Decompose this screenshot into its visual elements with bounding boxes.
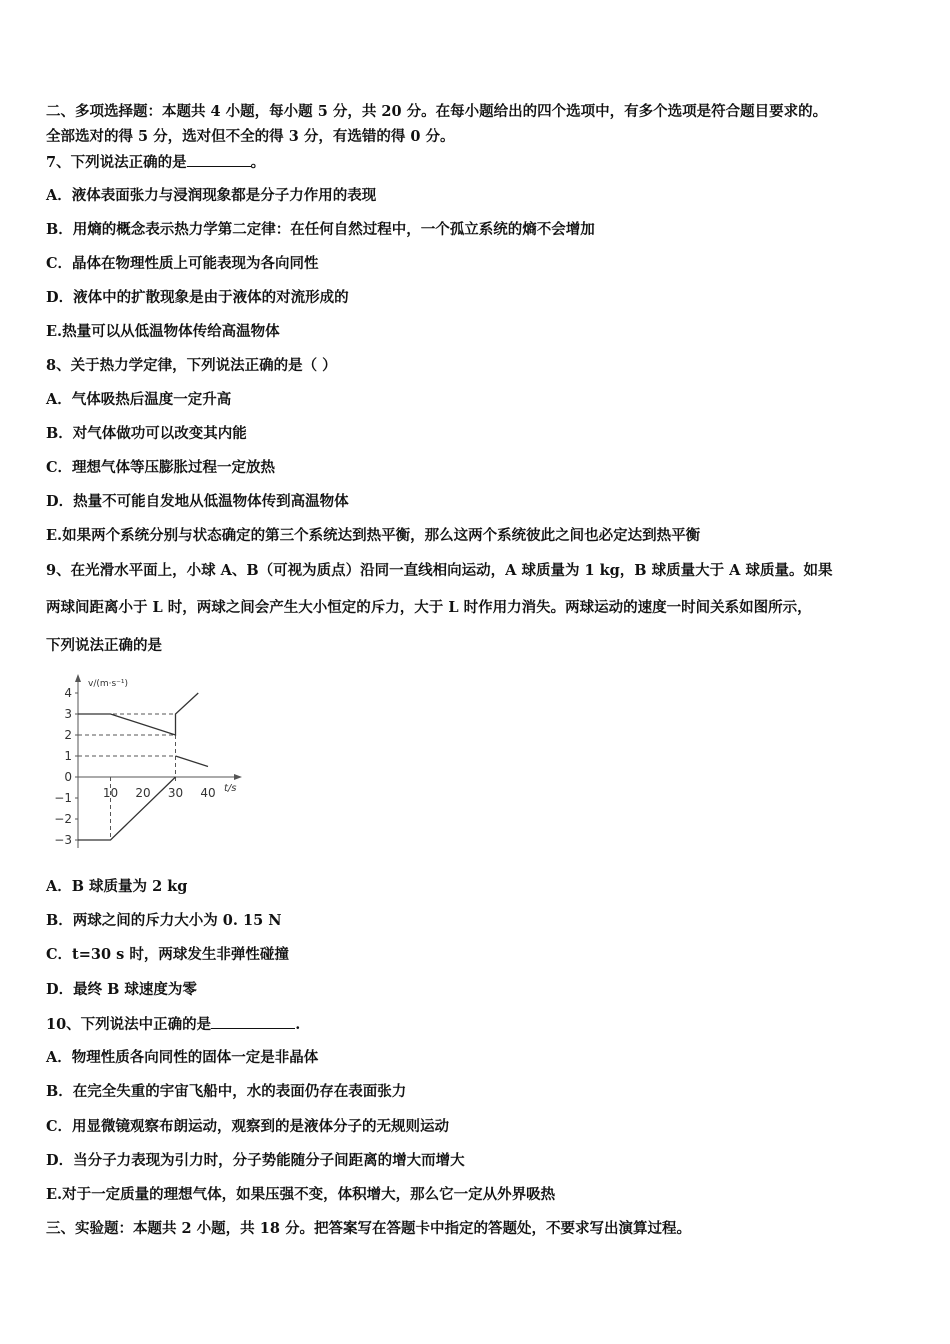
q8-option-b: B．对气体做功可以改变其内能: [46, 425, 247, 442]
velocity-time-graph: [46, 672, 256, 854]
q7-option-b: B．用熵的概念表示热力学第二定律：在任何自然过程中，一个孤立系统的熵不会增加: [46, 221, 595, 238]
q10-option-c: C．用显微镜观察布朗运动，观察到的是液体分子的无规则运动: [46, 1118, 450, 1135]
q8-option-a: A．气体吸热后温度一定升高: [46, 391, 232, 408]
q8-option-c: C．理想气体等压膨胀过程一定放热: [46, 459, 276, 476]
y-tick-label: −1: [54, 791, 72, 805]
q7-stem-text: 7、下列说法正确的是: [46, 154, 187, 171]
q10-stem-text: 10、下列说法中正确的是: [46, 1016, 212, 1033]
y-tick-label: −3: [54, 833, 72, 847]
q10-stem-end: .: [295, 1016, 301, 1033]
q10-option-d: D．当分子力表现为引力时，分子势能随分子间距离的增大而增大: [46, 1152, 465, 1169]
q9-option-c: C．t=30 s 时，两球发生非弹性碰撞: [46, 946, 289, 963]
x-tick-label: 30: [167, 786, 184, 800]
section2-header-line1: 二、多项选择题：本题共 4 小题，每小题 5 分，共 20 分。在每小题给出的四个选项中，有多个选项是符合题目要求的。: [46, 103, 828, 120]
x-axis-arrow: [234, 774, 242, 780]
q7-stem-end: 。: [250, 154, 266, 171]
q7-option-d: D．液体中的扩散现象是由于液体的对流形成的: [46, 289, 349, 306]
x-axis-label: t/s: [224, 783, 237, 794]
q9-option-a: A．B 球质量为 2 kg: [46, 878, 188, 895]
x-tick-label: 10: [102, 786, 119, 800]
section3-header: 三、实验题：本题共 2 小题，共 18 分。把答案写在答题卡中指定的答题处，不要求写出演算过程。: [46, 1220, 691, 1237]
series-line-A: [78, 693, 198, 735]
q9-option-d: D．最终 B 球速度为零: [46, 981, 197, 998]
q10-option-a: A．物理性质各向同性的固体一定是非晶体: [46, 1049, 319, 1066]
q9-stem-line1: 9、在光滑水平面上，小球 A、B（可视为质点）沿同一直线相向运动，A 球质量为 1 kg，B 球质量大于 A 球质量。如果: [46, 562, 833, 579]
y-axis-label: v/(m·s⁻¹): [88, 679, 129, 689]
q8-option-d: D．热量不可能自发地从低温物体传到高温物体: [46, 493, 349, 510]
x-tick-label: 40: [200, 786, 216, 800]
q10-option-b: B．在完全失重的宇宙飞船中，水的表面仍存在表面张力: [46, 1083, 407, 1100]
y-tick-label: 0: [64, 770, 72, 784]
q10-stem: [46, 1014, 300, 1035]
y-tick-label: 4: [64, 686, 72, 700]
q9-stem-line2: 两球间距离小于 L 时，两球之间会产生大小恒定的斥力，大于 L 时作用力消失。两球运动的速度一时间关系如图所示，: [46, 599, 812, 616]
y-tick-label: 3: [64, 707, 72, 721]
series-line-after-collision: [176, 756, 209, 767]
q7-option-c: C．晶体在物理性质上可能表现为各向同性: [46, 255, 319, 272]
y-tick-label: 2: [64, 728, 72, 742]
q8-option-e: E.如果两个系统分别与状态确定的第三个系统达到热平衡，那么这两个系统彼此之间也必定达到热平衡: [46, 527, 701, 544]
section2-header-line2: 全部选对的得 5 分，选对但不全的得 3 分，有选错的得 0 分。: [46, 128, 455, 145]
q7-option-e: E.热量可以从低温物体传给高温物体: [46, 323, 280, 340]
q7-option-a: A．液体表面张力与浸润现象都是分子力作用的表现: [46, 187, 377, 204]
y-tick-label: 1: [64, 749, 72, 763]
series-line-B: [78, 777, 176, 840]
q10-option-e: E.对于一定质量的理想气体，如果压强不变，体积增大，那么它一定从外界吸热: [46, 1186, 556, 1203]
q9-option-b: B．两球之间的斥力大小为 0. 15 N: [46, 912, 282, 929]
y-tick-label: −2: [54, 812, 72, 826]
q7-answer-blank[interactable]: [187, 152, 251, 167]
q10-answer-blank[interactable]: [211, 1014, 295, 1029]
q7-stem: [46, 152, 265, 173]
x-tick-label: 20: [135, 786, 151, 800]
y-axis-arrow: [75, 674, 81, 682]
q8-stem: 8、关于热力学定律，下列说法正确的是（ ）: [46, 357, 337, 374]
q9-stem-line3: 下列说法正确的是: [46, 637, 162, 654]
